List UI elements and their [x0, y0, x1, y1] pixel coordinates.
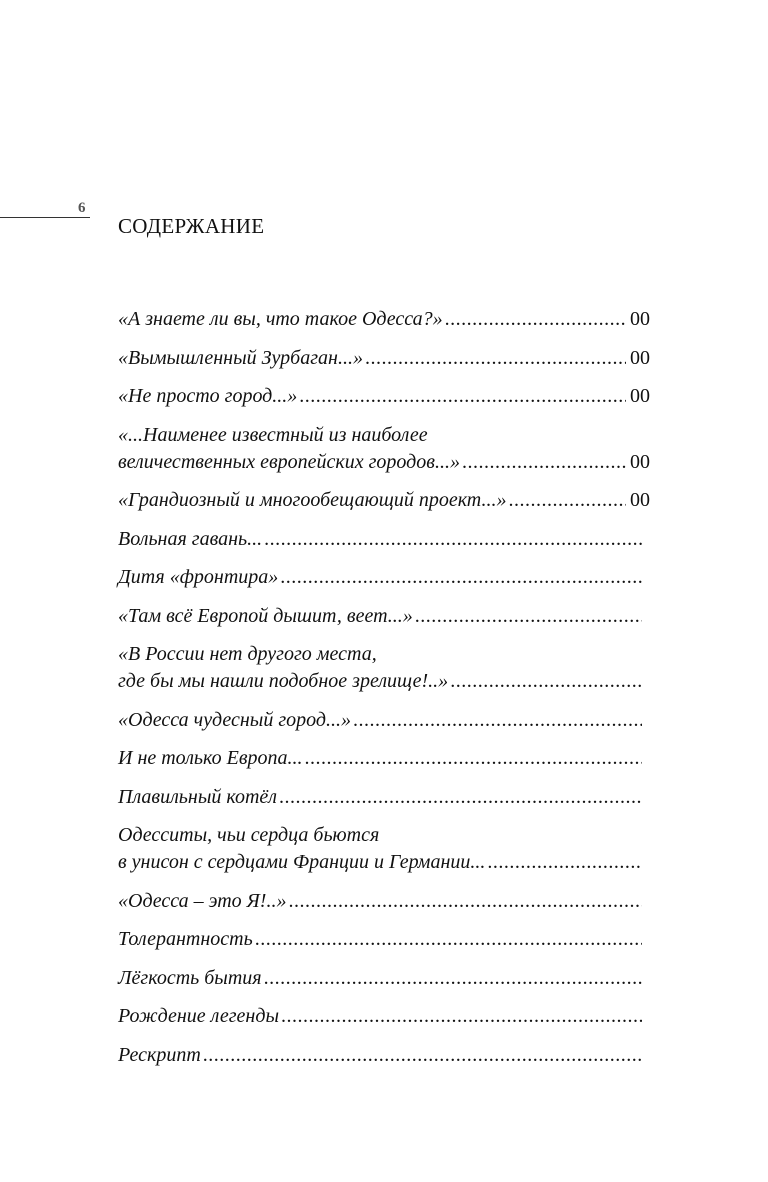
toc-entry-title: И не только Европа...: [118, 747, 303, 769]
toc-entry-row: [118, 965, 650, 992]
toc-entry-row: [118, 1003, 650, 1030]
toc-entry-title: «Не просто город...»: [118, 385, 298, 407]
toc-heading: СОДЕРЖАНИЕ: [118, 214, 265, 238]
toc-dot-leader: [288, 888, 642, 915]
toc-entry-page: 00: [630, 308, 650, 330]
toc-entry-row: [118, 707, 650, 734]
toc-entry-row: [118, 487, 650, 514]
toc-dot-leader: [462, 449, 626, 476]
toc-dot-leader: [264, 965, 642, 992]
toc-dot-leader: [279, 784, 642, 811]
toc-entry-row: [118, 784, 650, 811]
toc-entry-row: [118, 888, 650, 915]
toc-entry-first-line: «В России нет другого места,: [118, 643, 377, 665]
toc-entry[interactable]: [118, 306, 650, 333]
toc-entry-title: «А знаете ли вы, что такое Одесса?»: [118, 308, 443, 330]
toc-dot-leader: [415, 603, 642, 630]
toc-entry-page: 00: [630, 385, 650, 407]
toc-entry-title: Рождение легенды: [118, 1005, 279, 1027]
toc-entry[interactable]: [118, 822, 650, 876]
toc-entry[interactable]: [118, 784, 650, 811]
toc-entry[interactable]: [118, 1003, 650, 1030]
toc-entry[interactable]: [118, 487, 650, 514]
toc-entry-page: 00: [630, 489, 650, 511]
toc-dot-leader: [203, 1042, 642, 1069]
toc-entry[interactable]: [118, 564, 650, 591]
toc-entry-title: Плавильный котёл: [118, 785, 278, 808]
toc-entry-title: где бы мы нашли подобное зрелище!..»: [118, 670, 449, 692]
toc-entry-row: [118, 526, 650, 553]
toc-entry-title: Толерантность: [118, 928, 253, 950]
toc-entry-page: 00: [630, 346, 650, 369]
toc-dot-leader: [445, 306, 626, 333]
toc-entry-row: [118, 449, 650, 476]
toc-entry-row: [118, 306, 650, 333]
toc-entry[interactable]: [118, 926, 650, 953]
toc-entry-title: Лёгкость бытия: [118, 966, 262, 989]
toc-entry[interactable]: [118, 965, 650, 992]
toc-dot-leader: [508, 487, 626, 514]
toc-dot-leader: [255, 926, 642, 953]
toc-entry[interactable]: [118, 383, 650, 410]
toc-entry-title: «Там всё Европой дышит, веет...»: [118, 604, 413, 627]
toc-dot-leader: [264, 526, 642, 553]
toc-entry-row: [118, 849, 650, 876]
page-number: 6: [78, 200, 86, 216]
toc-entry-title: «Одесса чудесный город...»: [118, 708, 351, 731]
toc-entry-title: «Одесса – это Я!..»: [118, 889, 287, 912]
toc-entry-row: [118, 668, 650, 695]
toc-entry-title: Вольная гавань...: [118, 527, 263, 550]
toc-entry-title: «Грандиозный и многообещающий проект...»: [118, 489, 507, 511]
toc-entry-row: [118, 345, 650, 372]
toc-entry-row: [118, 383, 650, 410]
toc-dot-leader: [305, 745, 642, 772]
toc-dot-leader: [353, 707, 642, 734]
toc-entry-title: Рескрипт: [118, 1043, 201, 1066]
toc-entry[interactable]: [118, 526, 650, 553]
header-rule: [0, 217, 90, 218]
toc-entry[interactable]: [118, 345, 650, 372]
toc-entry[interactable]: [118, 1042, 650, 1069]
toc-entry[interactable]: [118, 603, 650, 630]
toc-entry-row: [118, 564, 650, 591]
toc-entry-title: в унисон с сердцами Франции и Германии...: [118, 851, 486, 873]
toc-entry[interactable]: [118, 422, 650, 476]
toc-entry-title: «Вымышленный Зурбаган...»: [118, 346, 363, 369]
toc-dot-leader: [487, 849, 642, 876]
toc-entry-first-line: Одесситы, чьи сердца бьются: [118, 824, 380, 846]
toc-entry-row: [118, 1042, 650, 1069]
toc-entry-row: [118, 926, 650, 953]
toc-dot-leader: [299, 383, 626, 410]
toc-entry-first-line: «...Наименее известный из наиболее: [118, 423, 428, 446]
toc-entry-row: [118, 745, 650, 772]
table-of-contents: [118, 306, 650, 1080]
toc-dot-leader: [450, 668, 642, 695]
toc-entry-title: величественных европейских городов...»: [118, 450, 460, 473]
toc-dot-leader: [281, 1003, 642, 1030]
toc-entry[interactable]: [118, 888, 650, 915]
toc-entry[interactable]: [118, 707, 650, 734]
toc-entry-title: Дитя «фронтира»: [118, 566, 279, 588]
toc-entry[interactable]: [118, 641, 650, 695]
toc-entry-page: 00: [630, 450, 650, 473]
toc-entry[interactable]: [118, 745, 650, 772]
toc-dot-leader: [365, 345, 626, 372]
toc-dot-leader: [280, 564, 642, 591]
toc-entry-row: [118, 603, 650, 630]
